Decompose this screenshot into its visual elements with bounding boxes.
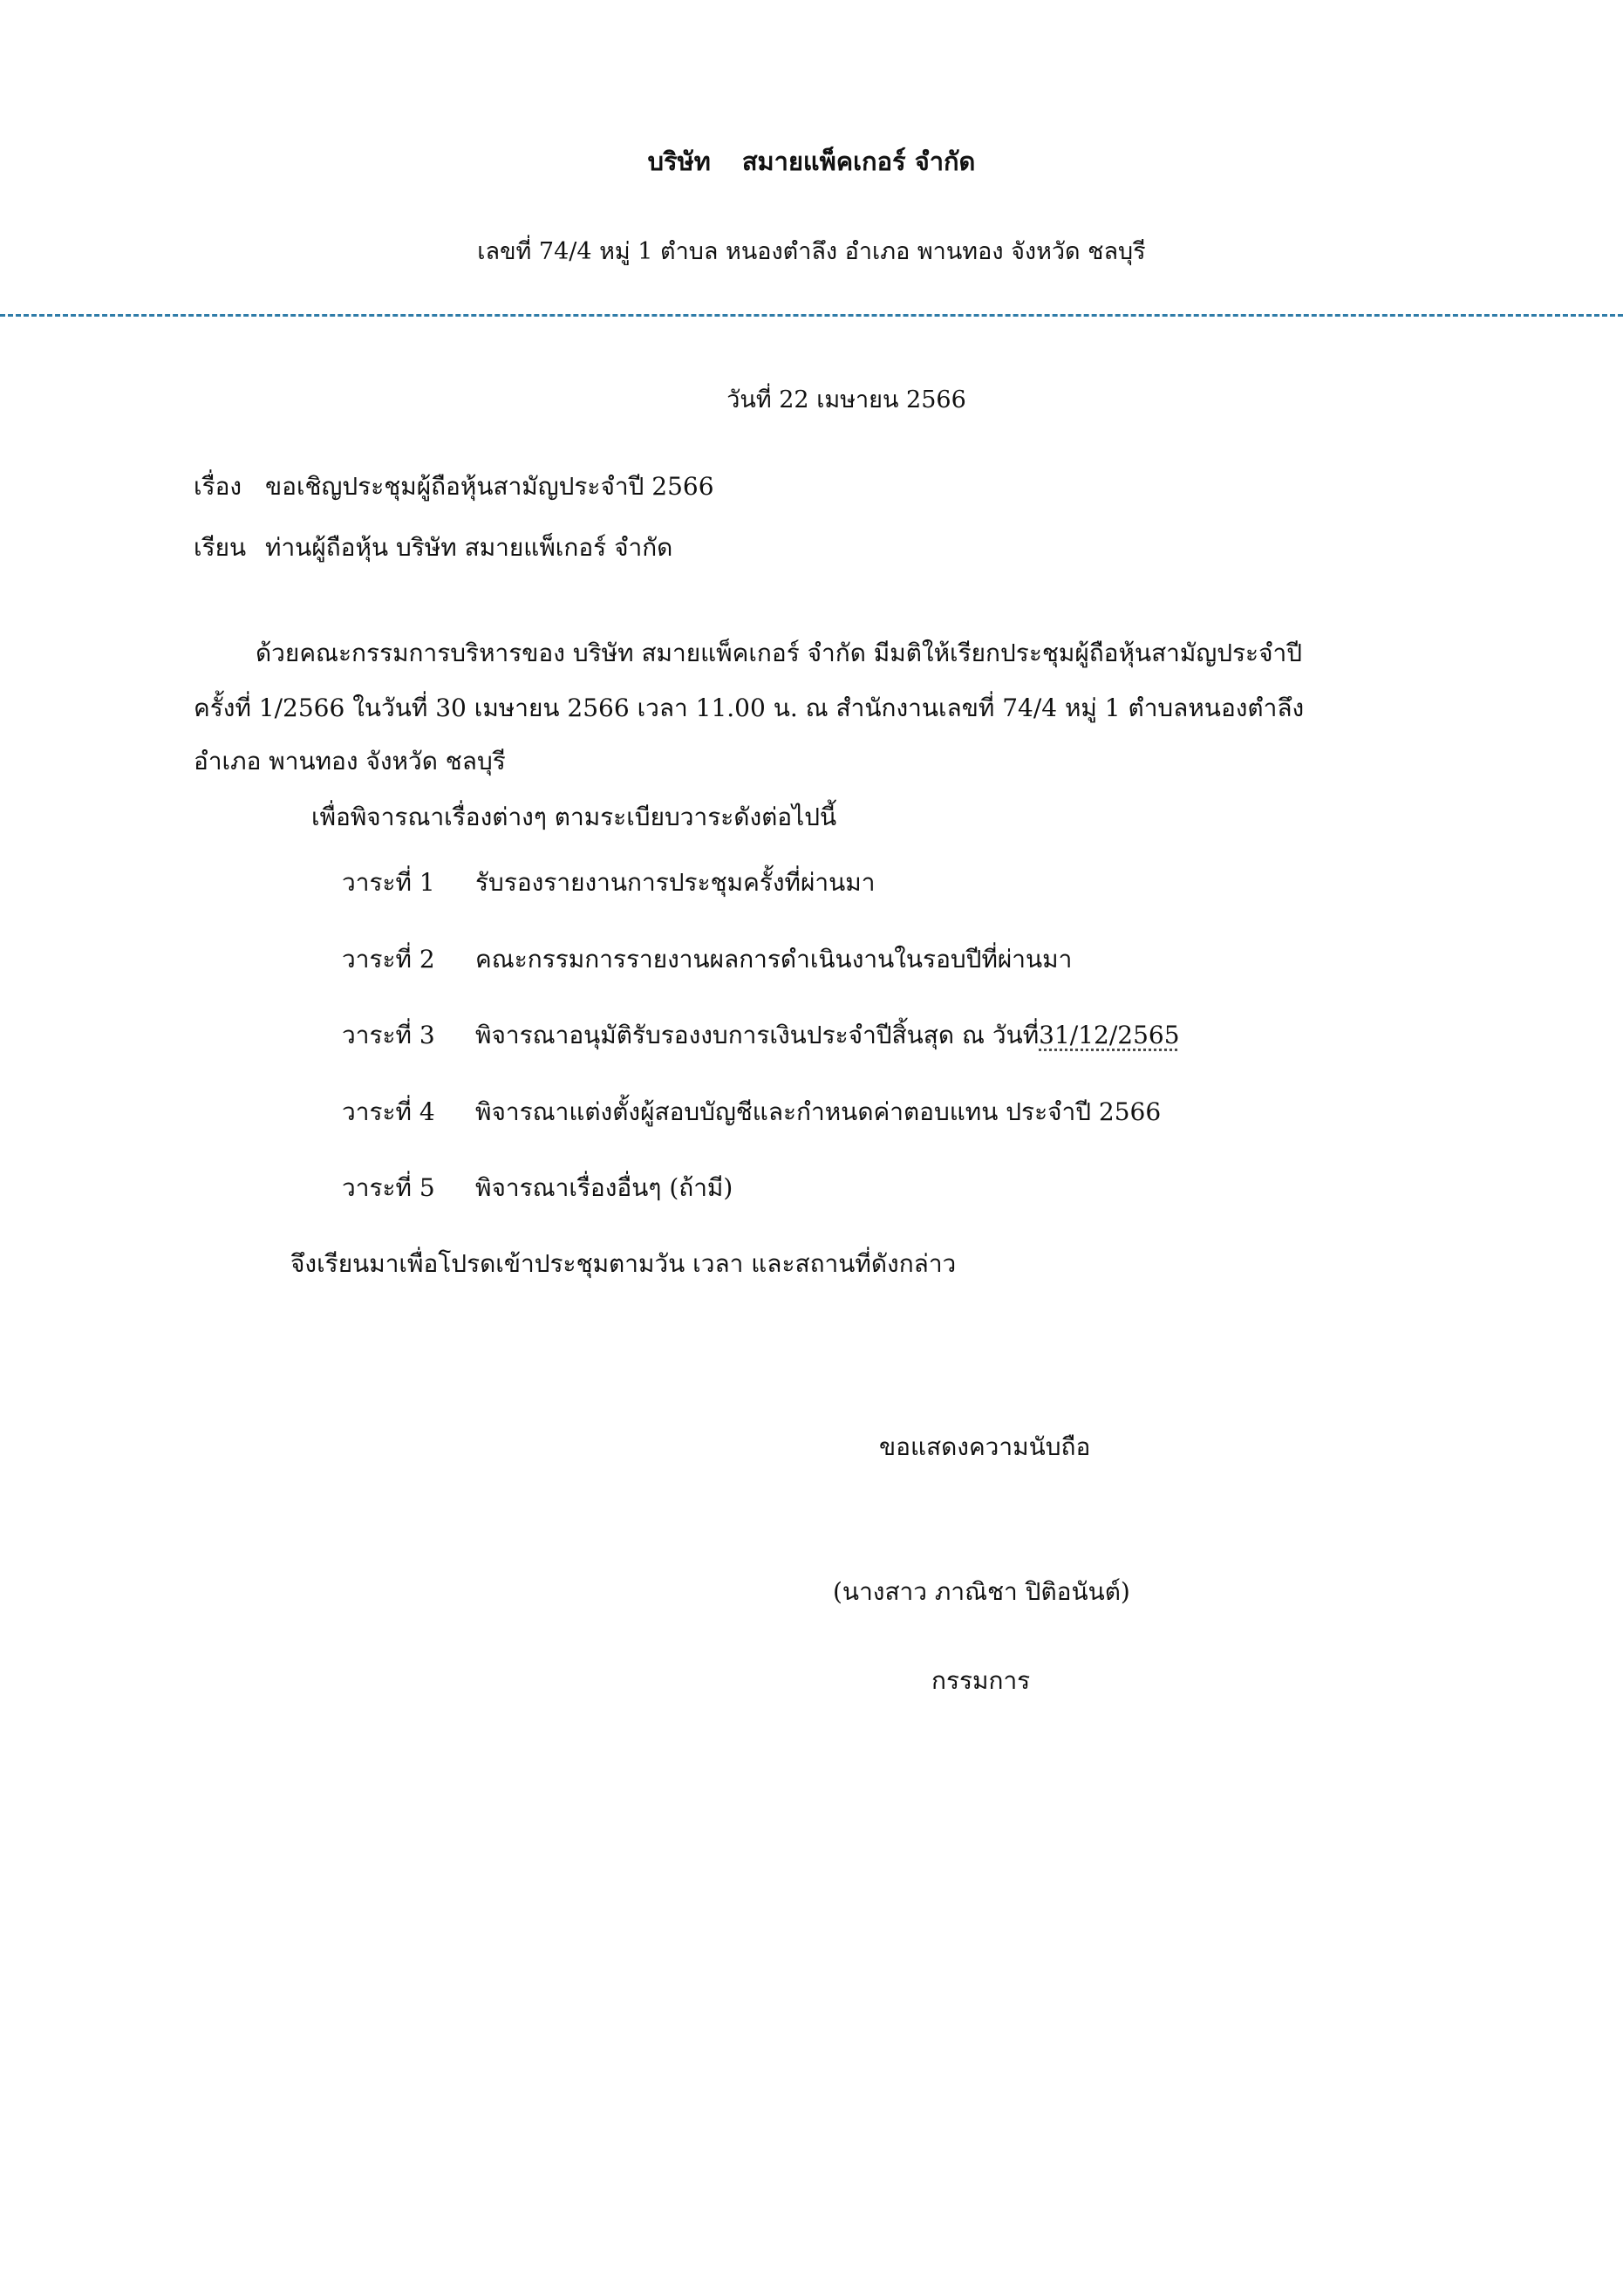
body-paragraph-line-3: อำเภอ พานทอง จังหวัด ชลบุรี (194, 747, 506, 776)
agenda-number: วาระที่ 1 (342, 868, 435, 897)
agenda-item (342, 1016, 1180, 1055)
company-prefix: บริษัท (647, 147, 711, 176)
agenda-text: รับรองรายงานการประชุมครั้งที่ผ่านมา (475, 868, 876, 897)
agenda-number: วาระที่ 3 (342, 1021, 435, 1049)
recipient-text: ท่านผู้ถือหุ้น บริษัท สมายแพ็เกอร์ จำกัด (265, 533, 673, 562)
agenda-number: วาระที่ 5 (342, 1173, 435, 1202)
recipient-line (194, 529, 672, 567)
company-title (0, 141, 1623, 181)
body-paragraph-line-2: ครั้งที่ 1/2566 ในวันที่ 30 เมษายน 2566 เวลา 11.00 น. ณ สำนักงานเลขที่ 74/4 หมู่ 1 ตำบลหนองตำลึง (194, 694, 1305, 722)
agenda-text: คณะกรรมการรายงานผลการดำเนินงานในรอบปีที่ผ่านมา (475, 945, 1073, 974)
agenda-text: พิจารณาเรื่องอื่นๆ (ถ้ามี) (475, 1173, 733, 1202)
subject-text: ขอเชิญประชุมผู้ถือหุ้นสามัญประจำปี 2566 (265, 472, 714, 501)
agenda-item (342, 1093, 1161, 1131)
fiscal-year-end-date: 31/12/2565 (1039, 1021, 1180, 1049)
subject-line (194, 468, 714, 506)
company-name: สมายแพ็คเกอร์ จำกัด (741, 147, 976, 176)
agenda-text: พิจารณาแต่งตั้งผู้สอบบัญชีและกำหนดค่าตอบแทน ประจำปี 2566 (475, 1097, 1162, 1126)
agenda-number: วาระที่ 4 (342, 1097, 435, 1126)
agenda-text: พิจารณาอนุมัติรับรองงบการเงินประจำปีสิ้นสุด ณ วันที่ (475, 1021, 1040, 1049)
subject-label: เรื่อง (194, 472, 242, 501)
recipient-label: เรียน (194, 533, 247, 562)
body-paragraph-line-1: ด้วยคณะกรรมการบริหารของ บริษัท สมายแพ็คเกอร์ จำกัด มีมติให้เรียกประชุมผู้ถือหุ้นสามัญประจำปี (256, 639, 1302, 667)
regards-line: ขอแสดงความนับถือ (879, 1432, 1091, 1461)
agenda-intro: เพื่อพิจารณาเรื่องต่างๆ ตามระเบียบวาระดังต่อไปนี้ (311, 803, 837, 831)
company-address: เลขที่ 74/4 หมู่ 1 ตำบล หนองตำลึง อำเภอ พานทอง จังหวัด ชลบุรี (477, 238, 1146, 265)
agenda-item (342, 864, 875, 902)
header-divider (0, 314, 1623, 317)
agenda-item (342, 1169, 733, 1207)
agenda-number: วาระที่ 2 (342, 945, 435, 974)
letter-date: วันที่ 22 เมษายน 2566 (726, 386, 966, 413)
agenda-item (342, 940, 1072, 979)
closing-sentence: จึงเรียนมาเพื่อโปรดเข้าประชุมตามวัน เวลา และสถานที่ดังกล่าว (290, 1249, 957, 1278)
signer-name: (นางสาว ภาณิชา ปิติอนันต์) (833, 1577, 1130, 1606)
signer-position: กรรมการ (931, 1666, 1031, 1695)
